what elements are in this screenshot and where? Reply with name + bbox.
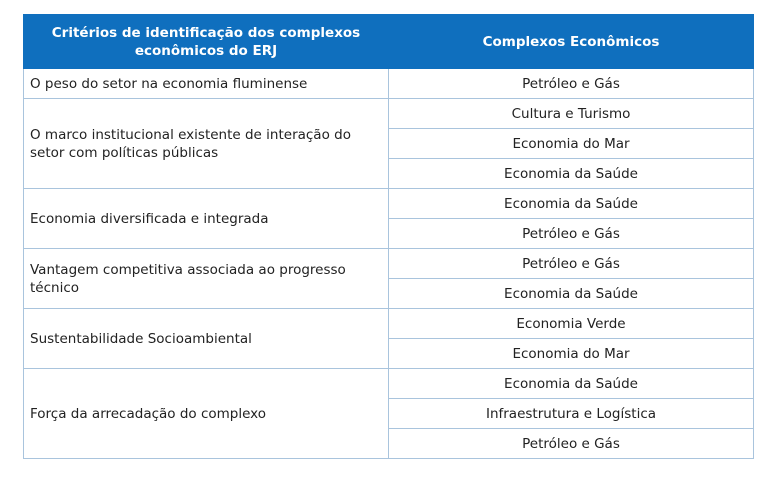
criterion-cell: Força da arrecadação do complexo: [24, 369, 389, 459]
criterion-cell: Vantagem competitiva associada ao progresso técnico: [24, 249, 389, 309]
table-row: [24, 369, 754, 399]
complex-cell: Infraestrutura e Logística: [389, 399, 754, 429]
table-row: [24, 309, 754, 339]
table-row: [24, 189, 754, 219]
complex-cell: Economia da Saúde: [389, 159, 754, 189]
complex-cell: Petróleo e Gás: [389, 249, 754, 279]
complex-cell: Petróleo e Gás: [389, 429, 754, 459]
complex-cell: Economia do Mar: [389, 129, 754, 159]
complex-cell: Economia do Mar: [389, 339, 754, 369]
table-row: [24, 69, 754, 99]
table-row: [24, 249, 754, 279]
header-criteria: Critérios de identificação dos complexos econômicos do ERJ: [24, 15, 389, 69]
table-row: [24, 99, 754, 129]
header-complexes: Complexos Econômicos: [389, 15, 754, 69]
criterion-cell: Economia diversificada e integrada: [24, 189, 389, 249]
complex-cell: Cultura e Turismo: [389, 99, 754, 129]
header-row: [24, 15, 754, 69]
complex-cell: Petróleo e Gás: [389, 219, 754, 249]
criterion-cell: O peso do setor na economia fluminense: [24, 69, 389, 99]
criterion-cell: Sustentabilidade Socioambiental: [24, 309, 389, 369]
complex-cell: Economia Verde: [389, 309, 754, 339]
criteria-table: [23, 14, 754, 459]
complex-cell: Petróleo e Gás: [389, 69, 754, 99]
complex-cell: Economia da Saúde: [389, 279, 754, 309]
complex-cell: Economia da Saúde: [389, 369, 754, 399]
complex-cell: Economia da Saúde: [389, 189, 754, 219]
criterion-cell: O marco institucional existente de interação do setor com políticas públicas: [24, 99, 389, 189]
